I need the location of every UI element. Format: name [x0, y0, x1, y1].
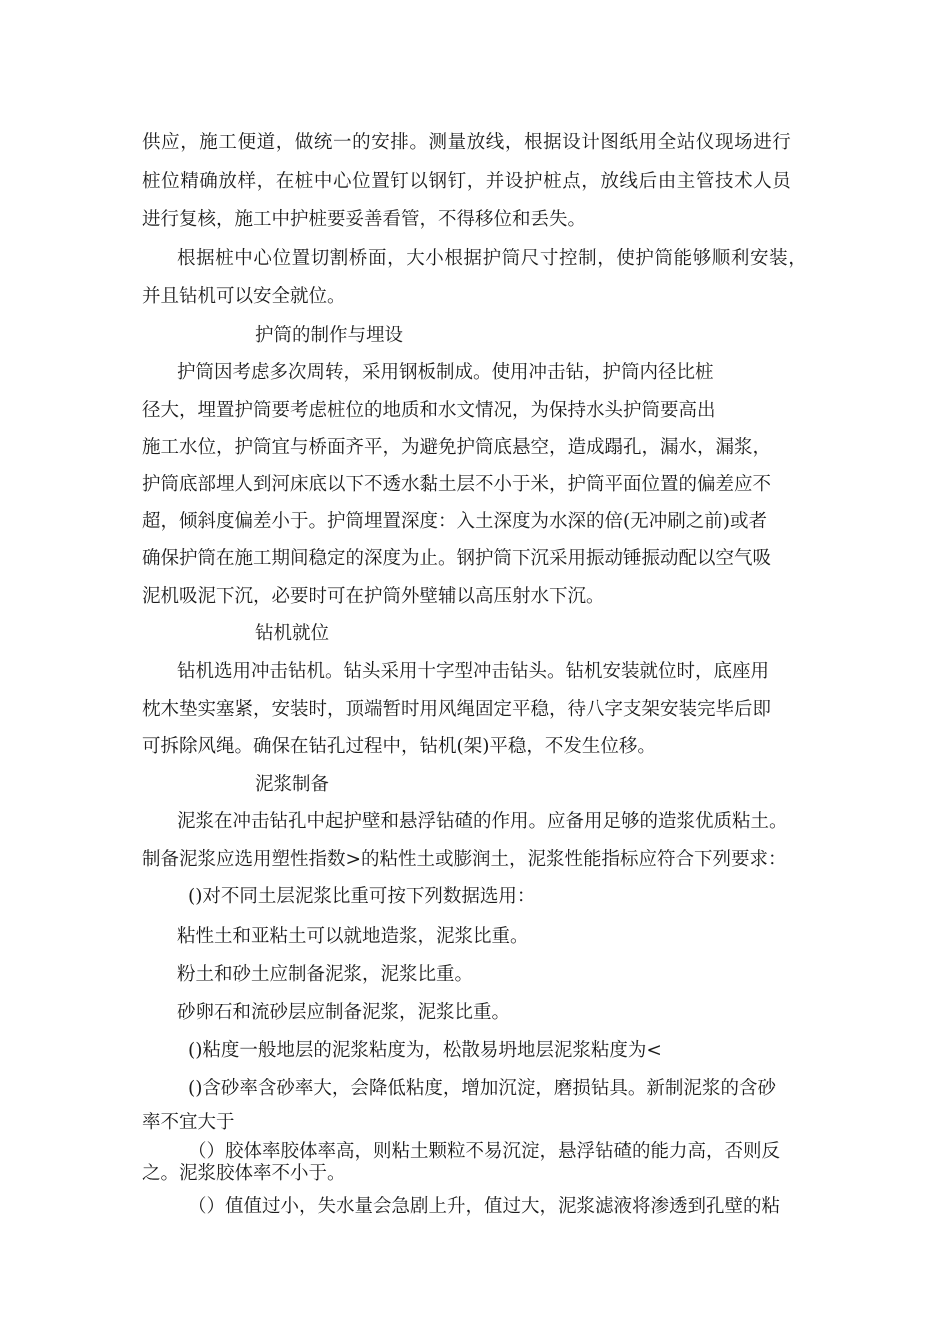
paragraph-line: 供应，施工便道，做统一的安排。测量放线，根据设计图纸用全站仪现场进行 — [142, 132, 792, 153]
paragraph-line: 根据桩中心位置切割桥面，大小根据护筒尺寸控制，使护筒能够顺利安装， — [177, 248, 808, 269]
paragraph-line: 进行复核，施工中护桩要妥善看管，不得移位和丢失。 — [142, 209, 587, 230]
list-item: ()含砂率含砂率大，会降低粘度，增加沉淀，磨损钻具。新制泥浆的含砂 — [188, 1078, 776, 1099]
list-item: （）值值过小，失水量会急剧上升，值过大，泥浆滤液将渗透到孔壁的粘 — [188, 1196, 781, 1217]
section-heading: 泥浆制备 — [255, 774, 330, 795]
list-item: ()粘度一般地层的泥浆粘度为，松散易坍地层泥浆粘度为< — [188, 1040, 662, 1061]
list-item: 砂卵石和流砂层应制备泥浆，泥浆比重。 — [177, 1002, 511, 1023]
paragraph-line: 泥浆在冲击钻孔中起护壁和悬浮钻碴的作用。应备用足够的造浆优质粘土。 — [177, 811, 788, 832]
paragraph-line: 超，倾斜度偏差小于。护筒埋置深度：入土深度为水深的倍(无冲刷之前)或者 — [142, 511, 767, 532]
paragraph-line: 确保护筒在施工期间稳定的深度为止。钢护筒下沉采用振动锤振动配以空气吸 — [142, 548, 772, 569]
paragraph-line: 施工水位，护筒宜与桥面齐平，为避免护筒底悬空，造成蹋孔，漏水，漏浆， — [142, 437, 772, 458]
paragraph-line: 制备泥浆应选用塑性指数>的粘性土或膨润土，泥浆性能指标应符合下列要求： — [142, 849, 787, 870]
paragraph-line: 泥机吸泥下沉，必要时可在护筒外壁辅以高压射水下沉。 — [142, 586, 605, 607]
list-item: 粉土和砂土应制备泥浆，泥浆比重。 — [177, 964, 474, 985]
paragraph-line: 率不宜大于 — [142, 1112, 235, 1133]
paragraph-line: 并且钻机可以安全就位。 — [142, 286, 346, 307]
paragraph-line: 可拆除风绳。确保在钻孔过程中，钻机(架)平稳，不发生位移。 — [142, 736, 656, 757]
list-item: （）胶体率胶体率高，则粘土颗粒不易沉淀，悬浮钻碴的能力高，否则反 — [188, 1141, 781, 1162]
paragraph-line: 桩位精确放样，在桩中心位置钉以钢钉，并设护桩点，放线后由主管技术人员 — [142, 171, 792, 192]
paragraph-line: 钻机选用冲击钻机。钻头采用十字型冲击钻头。钻机安装就位时，底座用 — [177, 661, 770, 682]
paragraph-line: 径大，埋置护筒要考虑桩位的地质和水文情况，为保持水头护筒要高出 — [142, 400, 716, 421]
paragraph-line: 枕木垫实塞紧，安装时，顶端暂时用风绳固定平稳，待八字支架安装完毕后即 — [142, 699, 772, 720]
list-item: ()对不同土层泥浆比重可按下列数据选用： — [188, 886, 536, 907]
section-heading: 护筒的制作与埋设 — [255, 325, 404, 346]
paragraph-line: 护筒底部埋人到河床底以下不透水黏土层不小于米，护筒平面位置的偏差应不 — [142, 474, 772, 495]
paragraph-line: 护筒因考虑多次周转，采用钢板制成。使用冲击钻，护筒内径比桩 — [177, 362, 714, 383]
paragraph-line: 之。泥浆胶体率不小于。 — [142, 1163, 346, 1184]
section-heading: 钻机就位 — [255, 623, 330, 644]
list-item: 粘性土和亚粘土可以就地造浆，泥浆比重。 — [177, 926, 529, 947]
